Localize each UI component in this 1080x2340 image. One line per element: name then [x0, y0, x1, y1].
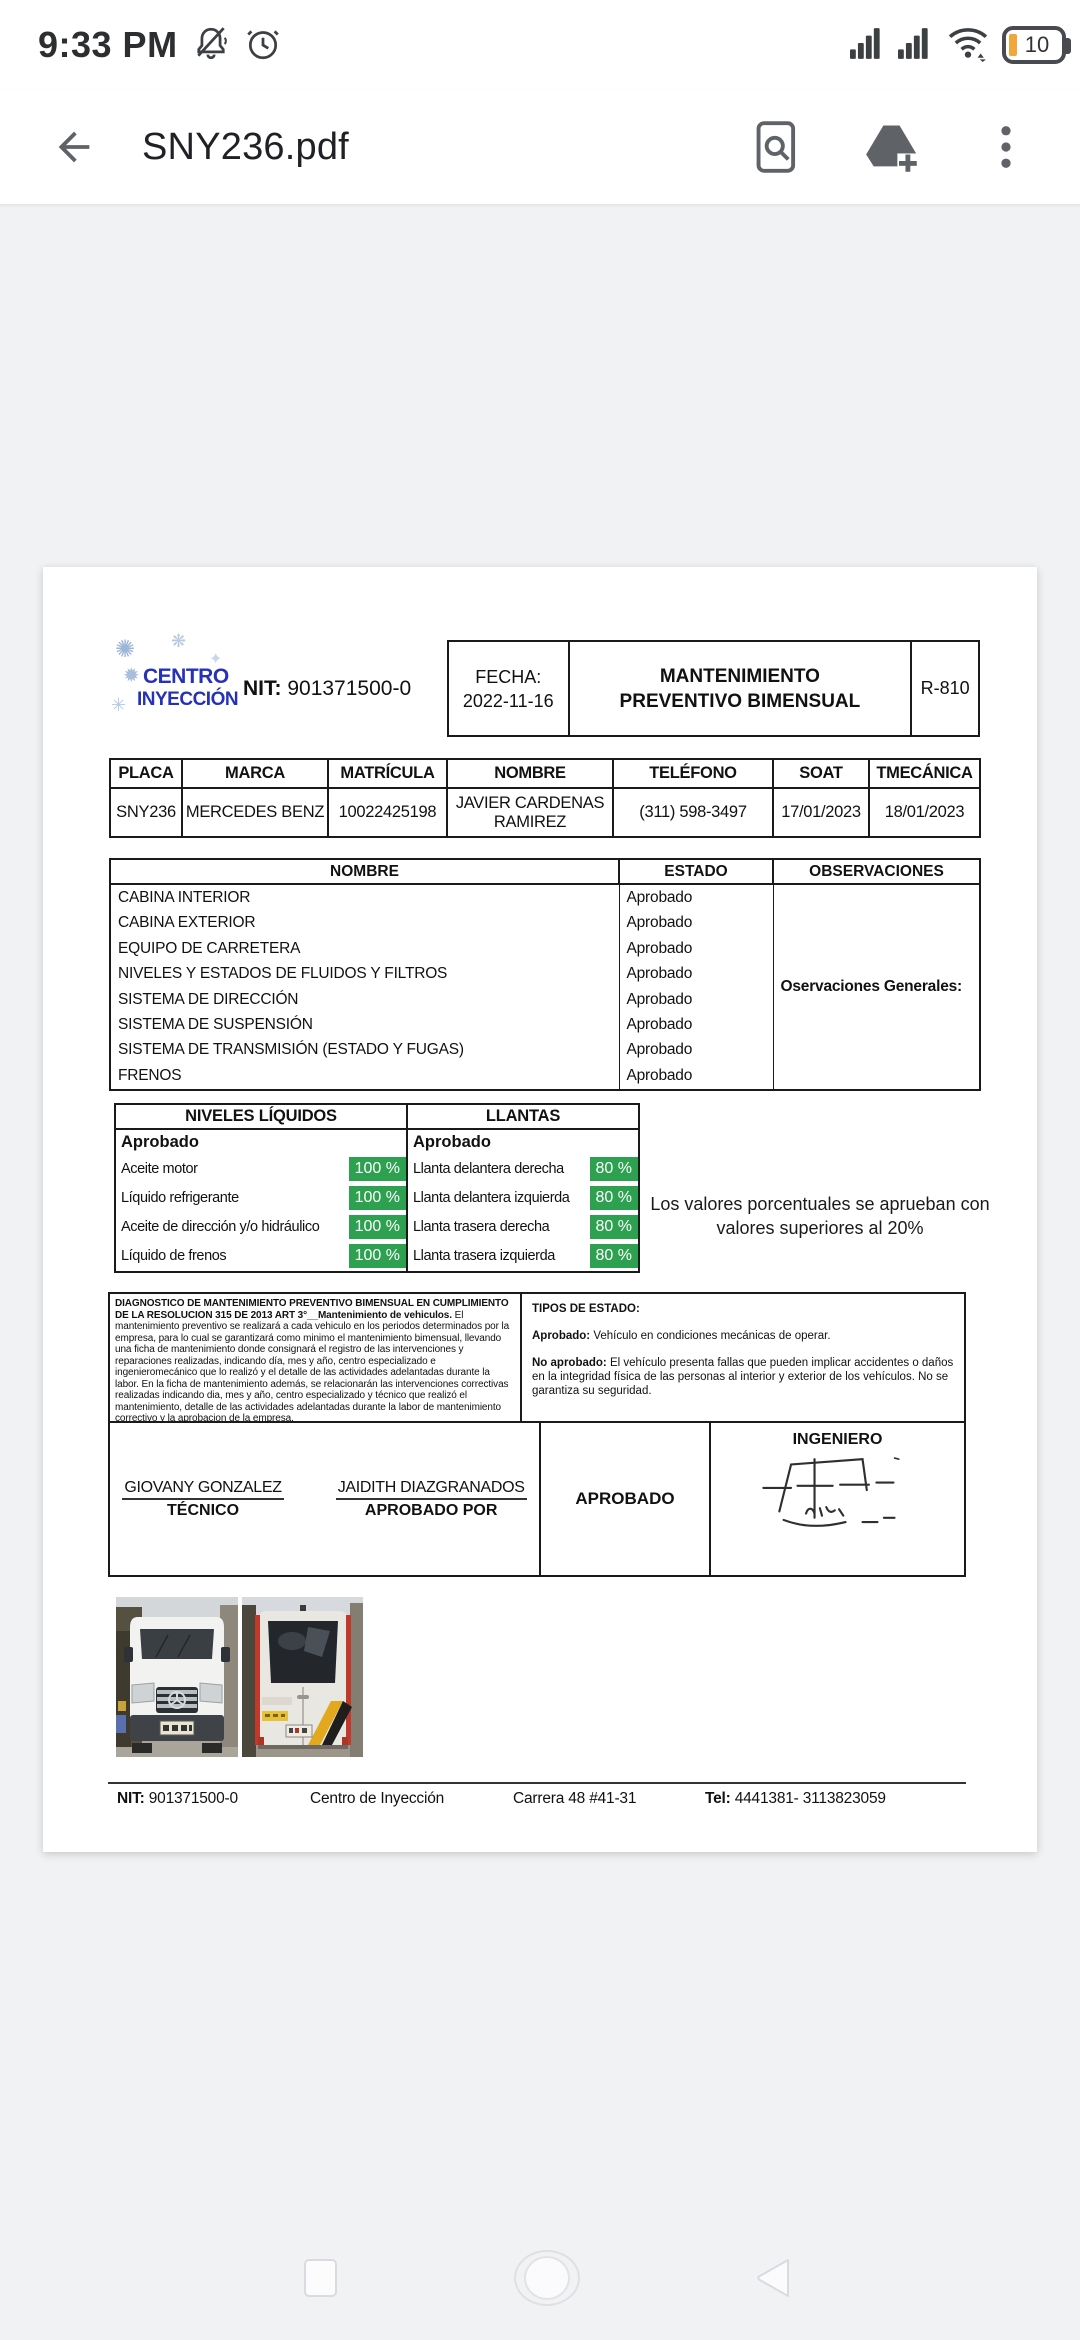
inspection-table: [109, 858, 981, 1091]
find-in-file-button[interactable]: [750, 119, 806, 175]
table-row: CABINA EXTERIOR Aprobado: [110, 911, 980, 936]
col-telefono: TELÉFONO: [613, 759, 773, 788]
list-item: Llanta delantera izquierda 80 %: [408, 1183, 638, 1212]
val-marca: MERCEDES BENZ: [182, 788, 328, 837]
signal-bars-icon-sim1: [850, 27, 886, 64]
percent-badge: 80 %: [590, 1215, 638, 1239]
status-bar: [0, 0, 1080, 90]
table-row: SISTEMA DE TRANSMISIÓN (ESTADO Y FUGAS) Aprobado: [110, 1038, 980, 1063]
logo-line1: CENTRO: [143, 665, 229, 688]
levels-table: [114, 1103, 640, 1273]
col-marca: MARCA: [182, 759, 328, 788]
find-in-file-icon: [753, 120, 803, 174]
footer-company: Centro de Inyección: [310, 1790, 445, 1807]
footer-address: Carrera 48 #41-31: [513, 1790, 637, 1807]
add-to-drive-button[interactable]: [864, 119, 920, 175]
percent-badge: 100 %: [349, 1157, 406, 1181]
list-item: Llanta trasera derecha 80 %: [408, 1213, 638, 1242]
percent-badge: 100 %: [349, 1186, 406, 1210]
fecha-cell: [449, 642, 570, 735]
table-row: FRENOS Aprobado: [110, 1063, 980, 1090]
percent-badge: 80 %: [590, 1157, 638, 1181]
report-code-cell: R-810: [920, 678, 970, 698]
ingeniero-cell: INGENIERO: [711, 1423, 964, 1575]
alarm-icon: [244, 24, 282, 67]
battery-icon: [1002, 26, 1066, 64]
signal-bars-icon-sim2: [898, 27, 934, 64]
report-title-cell: [570, 642, 913, 735]
signatures-cell: [110, 1423, 541, 1575]
table-row: SISTEMA DE DIRECCIÓN Aprobado: [110, 987, 980, 1012]
list-item: Llanta delantera derecha 80 %: [408, 1154, 638, 1183]
nav-home-button[interactable]: [514, 2250, 580, 2306]
percent-badge: 100 %: [349, 1215, 406, 1239]
status-time: 9:33 PM: [38, 24, 178, 65]
col-matricula: MATRÍCULA: [328, 759, 447, 788]
nit-line: [243, 677, 411, 701]
overflow-menu-icon: [999, 125, 1013, 169]
col-placa: PLACA: [110, 759, 182, 788]
footer-nit: NIT: 901371500-0: [117, 1790, 238, 1807]
vehicle-table: [109, 758, 981, 838]
inspection-header-row: [110, 859, 980, 884]
header-table: [447, 640, 980, 737]
aprobador-signature: JAIDITH DIAZGRANADOS APROBADO POR: [337, 1478, 525, 1519]
tecnico-signature: GIOVANY GONZALEZ TÉCNICO: [124, 1478, 282, 1519]
company-logo: ✺ ❋ ✳ ✦ ✹ CENTRO INYECCIÓN: [111, 631, 239, 715]
col-soat: SOAT: [773, 759, 869, 788]
levels-header: NIVELES LÍQUIDOS: [116, 1105, 406, 1130]
col-tmecanica: TMECÁNICA: [869, 759, 980, 788]
vehicle-photo-rear: [242, 1597, 363, 1757]
handwritten-signature-icon: [758, 1449, 918, 1545]
tipos-de-estado: TIPOS DE ESTADO: Aprobado: Vehículo en condiciones mecánicas de operar. No aprobado: El vehículo presenta fallas que pueden implicar accidentes o daños en la integridad física de las personas al interior y exterior de los vehículos. No se garantiza su seguridad.: [532, 1303, 954, 1397]
list-item: Aceite de dirección y/o hidráulico 100 %: [116, 1213, 406, 1242]
logo-line2: INYECCIÓN: [137, 689, 239, 710]
back-triangle-icon: [752, 2256, 794, 2300]
nav-back-button[interactable]: [752, 2256, 794, 2300]
pdf-page: [43, 567, 1037, 1852]
document-title: SNY236.pdf: [142, 125, 349, 168]
val-placa: SNY236: [110, 788, 182, 837]
table-row: EQUIPO DE CARRETERA Aprobado: [110, 936, 980, 961]
footer-divider: [108, 1782, 966, 1784]
val-telefono: (311) 598-3497: [613, 788, 773, 837]
list-item: Líquido refrigerante 100 %: [116, 1183, 406, 1212]
vehicle-header-row: [110, 759, 980, 788]
diagnostico-text: DIAGNOSTICO DE MANTENIMIENTO PREVENTIVO BIMENSUAL EN CUMPLIMIENTO DE LA RESOLUCION 315 DE 2013 ART 3°__Mantenimiento de vehiculos. El mantenimiento preventivo se realizará a cada vehiculo en los periodos determinados por la empresa, para lo cual se garantizará como minimo el mantenimiento bimensual, llevando una ficha de mantenimiento donde consignará el registro de las intervenciones y reparaciones realizadas, indicando día, mes y año, centro especializado e ingenieromecánico que lo realizó y el detalle de las actividades adelantadas durante la labor. En la ficha de mantenimiento además, se relacionarán las intervenciones correctivas realizadas indicando dia, mes y año, centro especializado y técnico que realizó el mantenimiento, detalle de las actividades adelantadas durante la labor de mantenimiento correctivo y la aprobacion de la empresa.: [110, 1294, 522, 1421]
percent-badge: 80 %: [590, 1186, 638, 1210]
nav-recents-button[interactable]: [304, 2259, 337, 2297]
footer-tel: Tel: 4441381- 3113823059: [705, 1790, 886, 1807]
report-title-line1: MANTENIMIENTO: [659, 665, 820, 687]
overflow-menu-button[interactable]: [978, 119, 1034, 175]
levels-status: Aprobado: [121, 1132, 199, 1151]
val-tmecanica: 18/01/2023: [869, 788, 980, 837]
diagnostics-table: [108, 1292, 966, 1577]
pdf-viewport[interactable]: [0, 205, 1080, 2225]
app-bar: [0, 90, 1080, 205]
wifi-icon: [946, 24, 990, 67]
col-nombre: NOMBRE: [447, 759, 613, 788]
table-row: CABINA INTERIOR Aprobado Oservaciones Generales:: [110, 884, 980, 911]
home-circle-icon: [524, 2256, 570, 2300]
fecha-label: FECHA:: [475, 666, 542, 687]
estado-aprobado: APROBADO: [541, 1423, 711, 1575]
val-soat: 17/01/2023: [773, 788, 869, 837]
nit-label: NIT:: [243, 677, 282, 700]
list-item: Aceite motor 100 %: [116, 1154, 406, 1183]
list-item: Llanta trasera izquierda 80 %: [408, 1242, 638, 1271]
val-matricula: 10022425198: [328, 788, 447, 837]
list-item: Líquido de frenos 100 %: [116, 1242, 406, 1271]
report-title-line2: PREVENTIVO BIMENSUAL: [619, 690, 861, 712]
vehicle-photo-front: [116, 1597, 238, 1757]
mute-bell-icon: [192, 24, 230, 67]
percent-badge: 100 %: [349, 1244, 406, 1268]
drive-add-icon: [864, 120, 920, 174]
table-row: SISTEMA DE SUSPENSIÓN Aprobado: [110, 1012, 980, 1037]
battery-level: 10: [1024, 32, 1050, 57]
vehicle-data-row: [110, 788, 980, 837]
insp-col-estado: ESTADO: [619, 859, 773, 884]
table-row: NIVELES Y ESTADOS DE FLUIDOS Y FILTROS Aprobado: [110, 962, 980, 987]
observaciones-cell: Oservaciones Generales:: [773, 884, 980, 1090]
fecha-value: 2022-11-16: [462, 690, 554, 711]
insp-col-observaciones: OBSERVACIONES: [773, 859, 980, 884]
val-nombre: JAVIER CARDENAS RAMIREZ: [447, 788, 613, 837]
percent-note: Los valores porcentuales se aprueban con valores superiores al 20%: [650, 1194, 990, 1238]
tires-status: Aprobado: [413, 1132, 491, 1151]
nit-value: 901371500-0: [287, 677, 412, 700]
insp-col-nombre: NOMBRE: [110, 859, 619, 884]
back-button[interactable]: [48, 121, 100, 173]
back-arrow-icon: [51, 124, 97, 170]
tires-header: LLANTAS: [408, 1105, 638, 1130]
percent-badge: 80 %: [590, 1244, 638, 1268]
